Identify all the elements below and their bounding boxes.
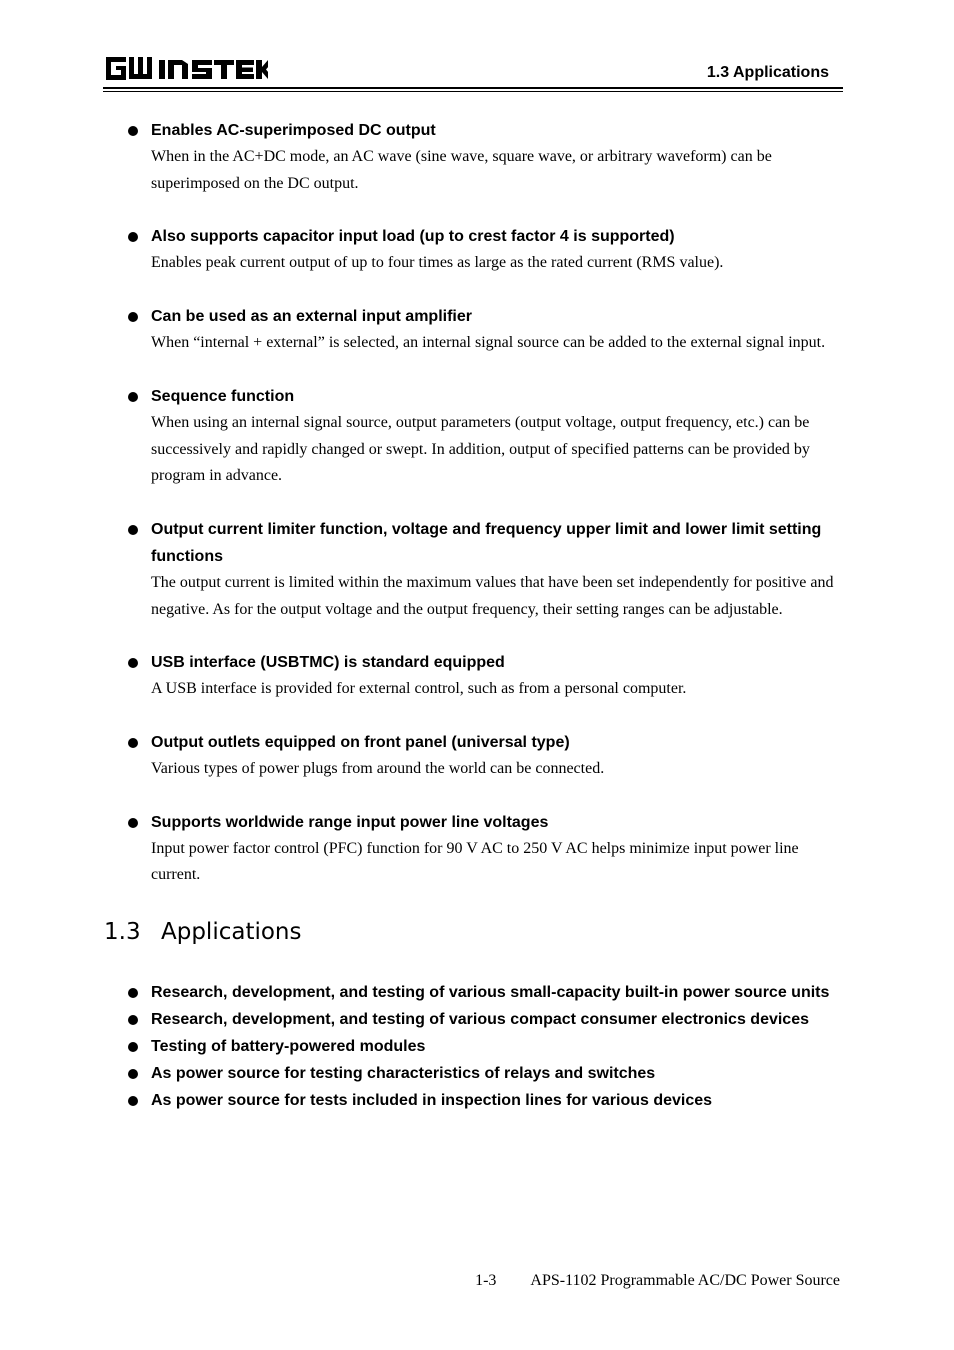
bullet-icon	[128, 1096, 138, 1106]
bullet-icon	[128, 1069, 138, 1079]
bullet-icon	[128, 1015, 138, 1025]
feature-title: Output current limiter function, voltage and frequency upper limit and lower limit setting functions	[151, 520, 822, 565]
feature-item	[151, 117, 834, 197]
gw-instek-logo	[104, 52, 268, 84]
application-item	[151, 1006, 834, 1033]
feature-description: When “internal + external” is selected, an internal signal source can be added to the external signal input.	[151, 334, 826, 352]
bullet-icon	[128, 738, 138, 748]
application-text: Testing of battery-powered modules	[151, 1038, 426, 1056]
bullet-icon	[128, 126, 138, 136]
section-number: 1.3	[104, 919, 141, 946]
application-text: Research, development, and testing of various small-capacity built-in power source units	[151, 984, 830, 1002]
feature-item	[151, 649, 834, 703]
feature-title: Output outlets equipped on front panel (universal type)	[151, 734, 570, 752]
bullet-icon	[128, 658, 138, 668]
application-item	[151, 979, 834, 1006]
application-item	[151, 1087, 834, 1114]
document-title: APS-1102 Programmable AC/DC Power Source	[530, 1272, 840, 1289]
bullet-icon	[128, 525, 138, 535]
feature-item	[151, 516, 834, 623]
feature-description: When using an internal signal source, output parameters (output voltage, output frequency, etc.) can be successively and rapidly changed or swept. In addition, output of specified patterns can be provided by program in advance.	[151, 413, 810, 485]
bullet-icon	[128, 232, 138, 242]
section-heading	[104, 915, 834, 949]
feature-title: Supports worldwide range input power line voltages	[151, 813, 549, 831]
feature-description: The output current is limited within the maximum values that have been set independently for positive and negative. As for the output voltage and the output frequency, their setting ranges can be adjustable.	[151, 573, 834, 618]
bullet-icon	[128, 1042, 138, 1052]
bullet-icon	[128, 312, 138, 322]
bullet-icon	[128, 818, 138, 828]
header-section-title: 1.3 Applications	[706, 64, 829, 81]
application-text: As power source for tests included in inspection lines for various devices	[151, 1092, 713, 1110]
application-text: Research, development, and testing of various compact consumer electronics devices	[151, 1011, 809, 1029]
header-rule-thin	[103, 91, 843, 92]
application-text: As power source for testing characteristics of relays and switches	[151, 1065, 656, 1083]
feature-description: Input power factor control (PFC) function for 90 V AC to 250 V AC helps minimize input power line current.	[151, 839, 799, 884]
feature-description: Enables peak current output of up to four times as large as the rated current (RMS value).	[151, 254, 724, 272]
section-title: Applications	[161, 919, 302, 946]
feature-description: A USB interface is provided for external control, such as from a personal computer.	[151, 680, 687, 698]
page-number: 1-3	[475, 1272, 497, 1289]
feature-title: Sequence function	[151, 387, 295, 405]
feature-title: Can be used as an external input amplifier	[151, 308, 472, 326]
feature-title: Enables AC-superimposed DC output	[151, 122, 436, 139]
page-footer	[475, 1272, 840, 1290]
feature-item	[151, 303, 834, 357]
feature-title: USB interface (USBTMC) is standard equipped	[151, 654, 505, 672]
feature-description: When in the AC+DC mode, an AC wave (sine wave, square wave, or arbitrary waveform) can be superimposed on the DC output.	[151, 148, 772, 192]
application-item	[151, 1060, 834, 1087]
feature-item	[151, 729, 834, 783]
main-content	[104, 117, 834, 1114]
header-rule-thick	[103, 87, 843, 89]
feature-item	[151, 223, 834, 277]
application-item	[151, 1033, 834, 1060]
feature-item	[151, 383, 834, 490]
bullet-icon	[128, 988, 138, 998]
feature-title: Also supports capacitor input load (up to crest factor 4 is supported)	[151, 228, 675, 246]
feature-description: Various types of power plugs from around the world can be connected.	[151, 760, 605, 778]
feature-item	[151, 809, 834, 889]
bullet-icon	[128, 392, 138, 402]
